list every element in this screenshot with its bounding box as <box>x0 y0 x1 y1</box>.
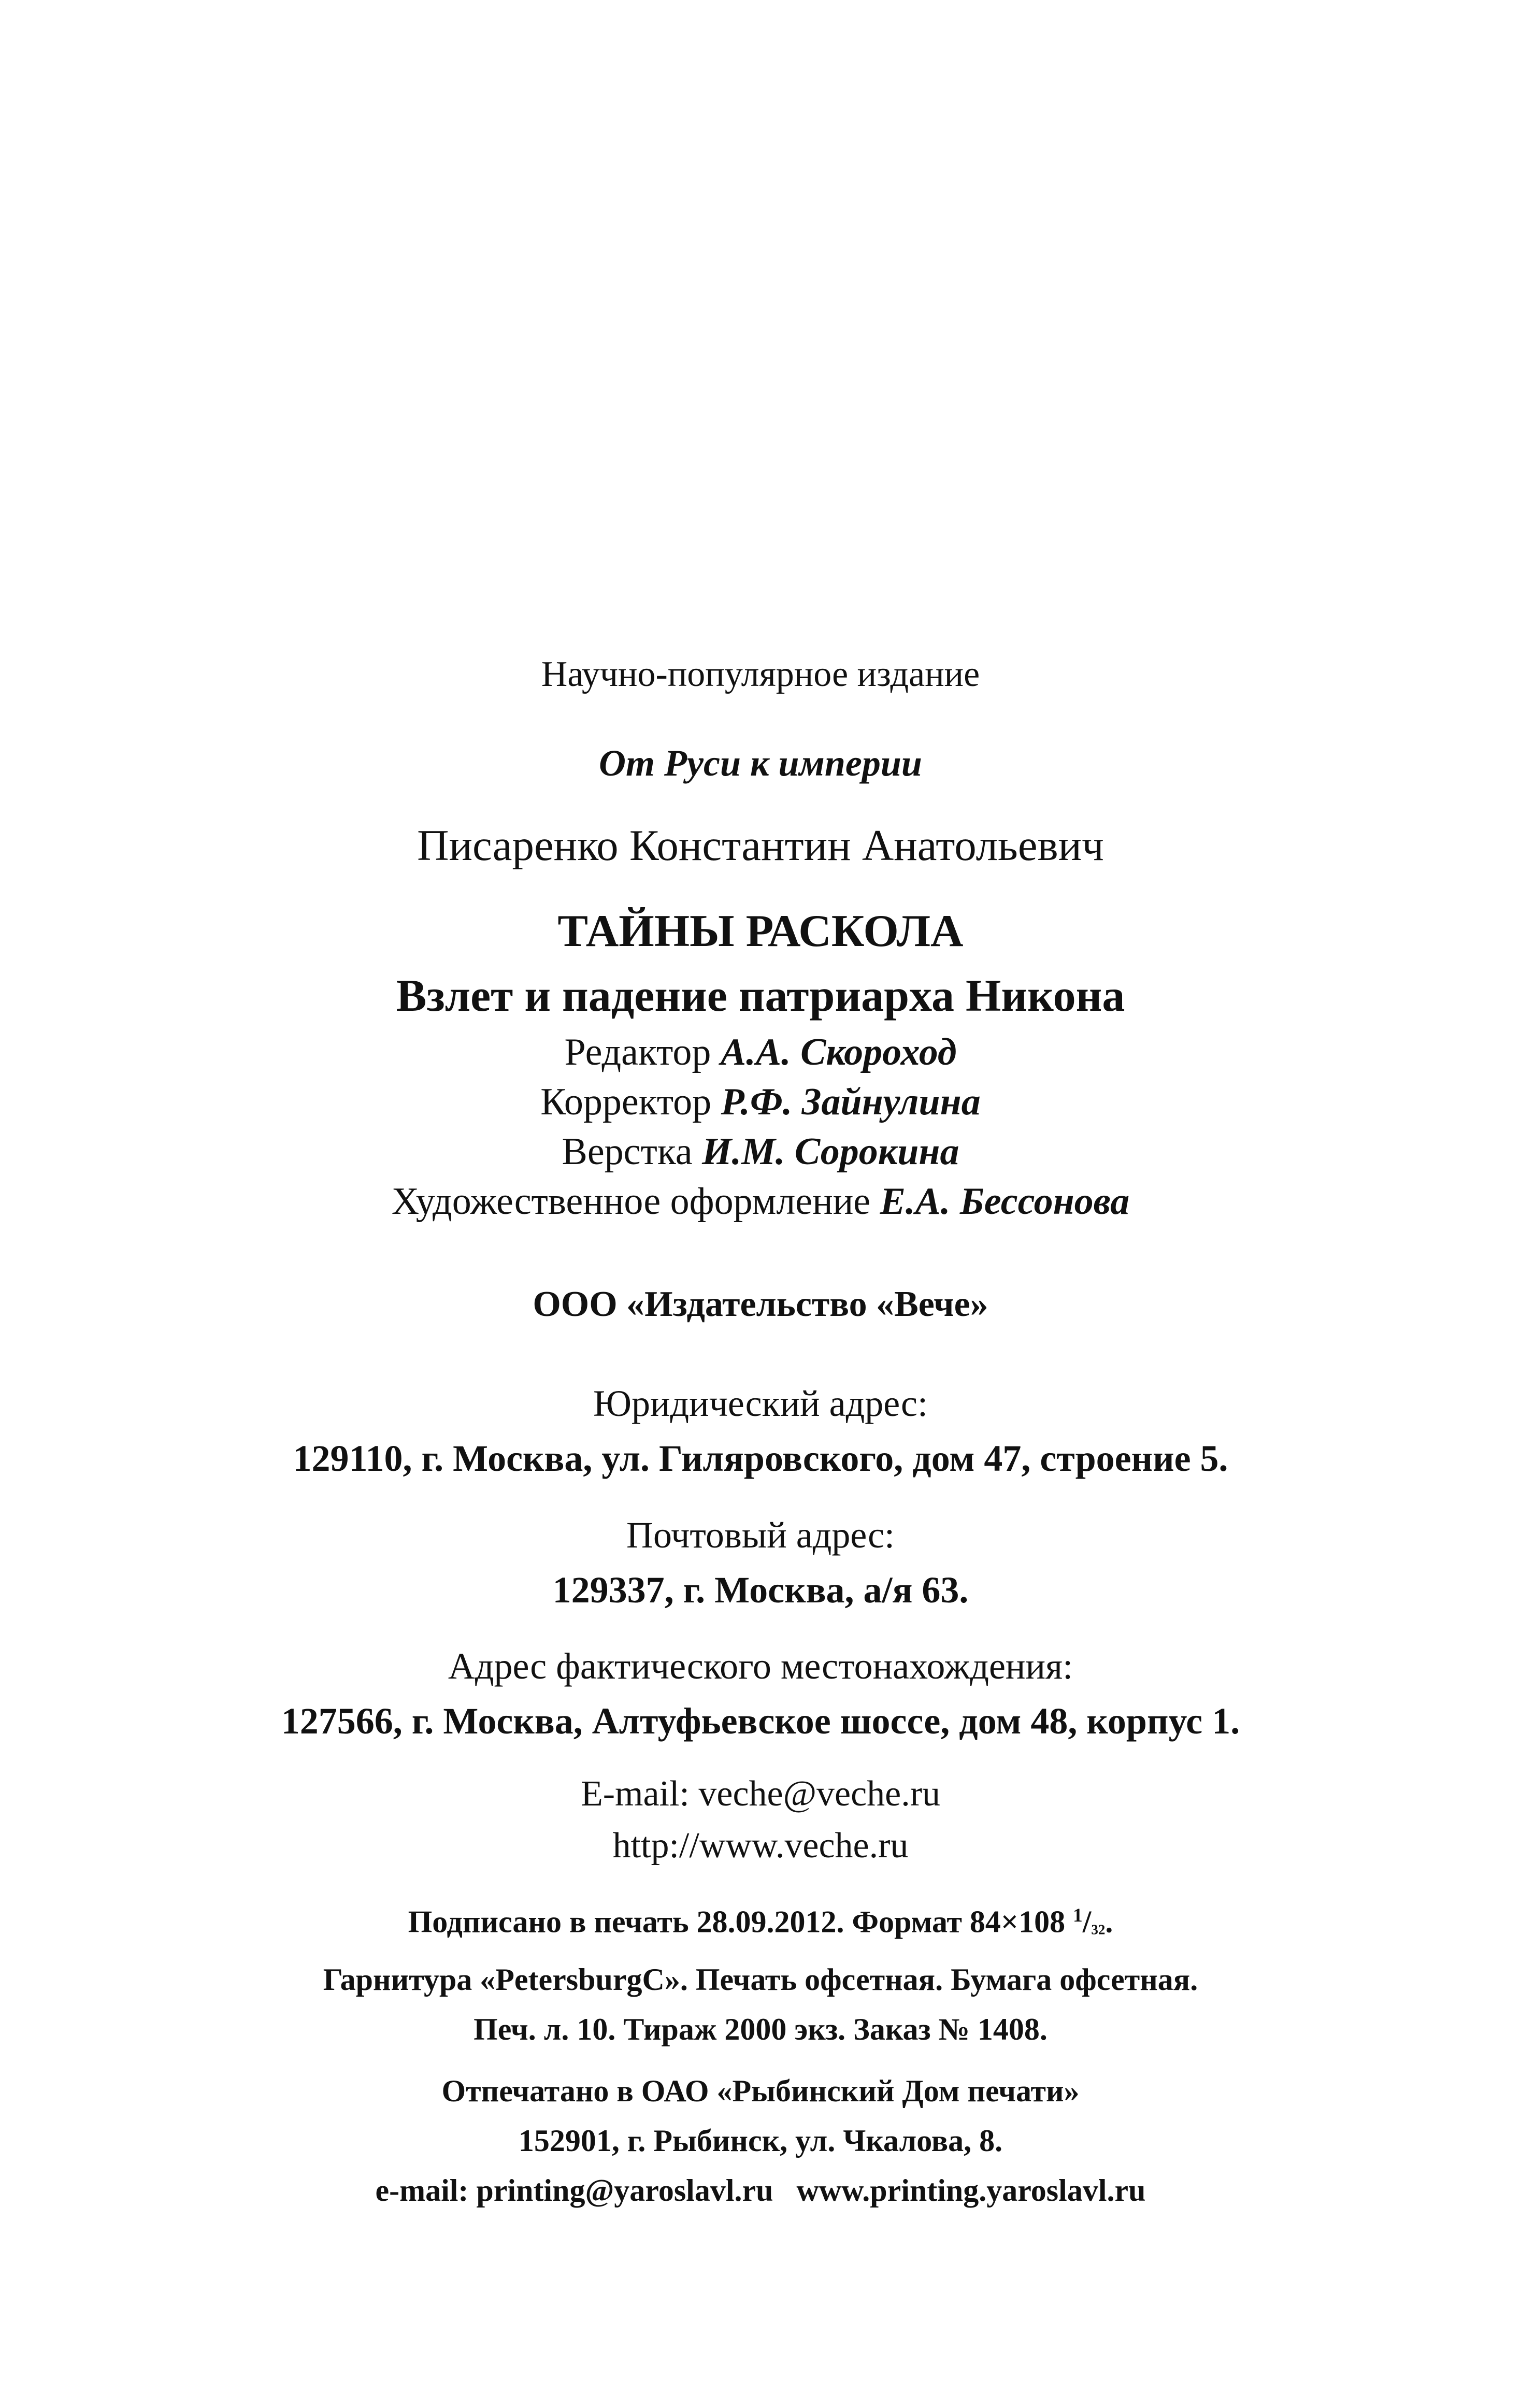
imprint-signed: Подписано в печать 28.09.2012. Формат 84×108 $^1$/32. <box>408 1904 1113 1939</box>
postal-address <box>0 1508 1521 1617</box>
printer-info <box>0 2066 1521 2215</box>
website-text: http://www.veche.ru <box>612 1826 909 1866</box>
printer-name: Отпечатано в ОАО «Рыбинский Дом печати» <box>441 2074 1080 2108</box>
publisher-name <box>0 1284 1521 1325</box>
credit-editor <box>0 1027 1521 1077</box>
book-subtitle-text: Взлет и падение патриарха Никона <box>396 971 1125 1021</box>
contact-web <box>0 1768 1521 1872</box>
actual-address-value: 127566, г. Москва, Алтуфьевское шоссе, дом 48, корпус 1. <box>281 1700 1240 1742</box>
author-name-text: Писаренко Константин Анатольевич <box>417 821 1104 870</box>
legal-address-label: Юридический адрес: <box>593 1383 928 1424</box>
credit-person: Е.А. Бессонова <box>880 1180 1130 1223</box>
email-text: E-mail: veche@veche.ru <box>580 1774 941 1814</box>
series-name-text: От Руси к империи <box>599 742 922 784</box>
publication-type-text: Научно-популярное издание <box>541 654 980 694</box>
publication-type <box>0 654 1521 695</box>
series-name <box>0 742 1521 785</box>
imprint-signed-text: Подписано в печать 28.09.2012. Формат 84×108 <box>408 1904 1066 1939</box>
publisher-name-text: ООО «Издательство «Вече» <box>533 1284 988 1324</box>
postal-address-value: 129337, г. Москва, а/я 63. <box>552 1569 969 1611</box>
credit-person: А.А. Скороход <box>720 1031 957 1073</box>
credit-role: Корректор <box>540 1081 712 1123</box>
credit-role: Художественное оформление <box>391 1180 871 1223</box>
credit-layout <box>0 1127 1521 1177</box>
legal-address <box>0 1376 1521 1486</box>
legal-address-value: 129110, г. Москва, ул. Гиляровского, дом 47, строение 5. <box>293 1438 1228 1479</box>
credit-role: Редактор <box>564 1031 711 1073</box>
credit-person: И.М. Сорокина <box>702 1130 959 1173</box>
book-title-text: ТАЙНЫ РАСКОЛА <box>557 906 964 956</box>
printer-contacts: e-mail: printing@yaroslavl.ru www.printing.yaroslavl.ru <box>375 2173 1146 2208</box>
imprint-details <box>0 1891 1521 2054</box>
format-fraction-denominator: 32 <box>1091 1922 1106 1938</box>
printer-address: 152901, г. Рыбинск, ул. Чкалова, 8. <box>518 2124 1003 2158</box>
credit-person: Р.Ф. Зайнулина <box>721 1081 981 1123</box>
actual-address <box>0 1639 1521 1748</box>
credit-role: Верстка <box>562 1130 693 1173</box>
format-fraction-numerator: 1 <box>1073 1905 1083 1926</box>
postal-address-label: Почтовый адрес: <box>626 1514 895 1556</box>
imprint-typeface: Гарнитура «PetersburgC». Печать офсетная. Бумага офсетная. <box>323 1962 1198 1997</box>
book-title <box>0 899 1521 1028</box>
credit-design <box>0 1177 1521 1226</box>
credits-list <box>0 1027 1521 1226</box>
author-name <box>0 820 1521 871</box>
imprint-run: Печ. л. 10. Тираж 2000 экз. Заказ № 1408. <box>473 2012 1048 2046</box>
actual-address-label: Адрес фактического местонахождения: <box>448 1645 1073 1687</box>
credit-proofreader <box>0 1077 1521 1127</box>
